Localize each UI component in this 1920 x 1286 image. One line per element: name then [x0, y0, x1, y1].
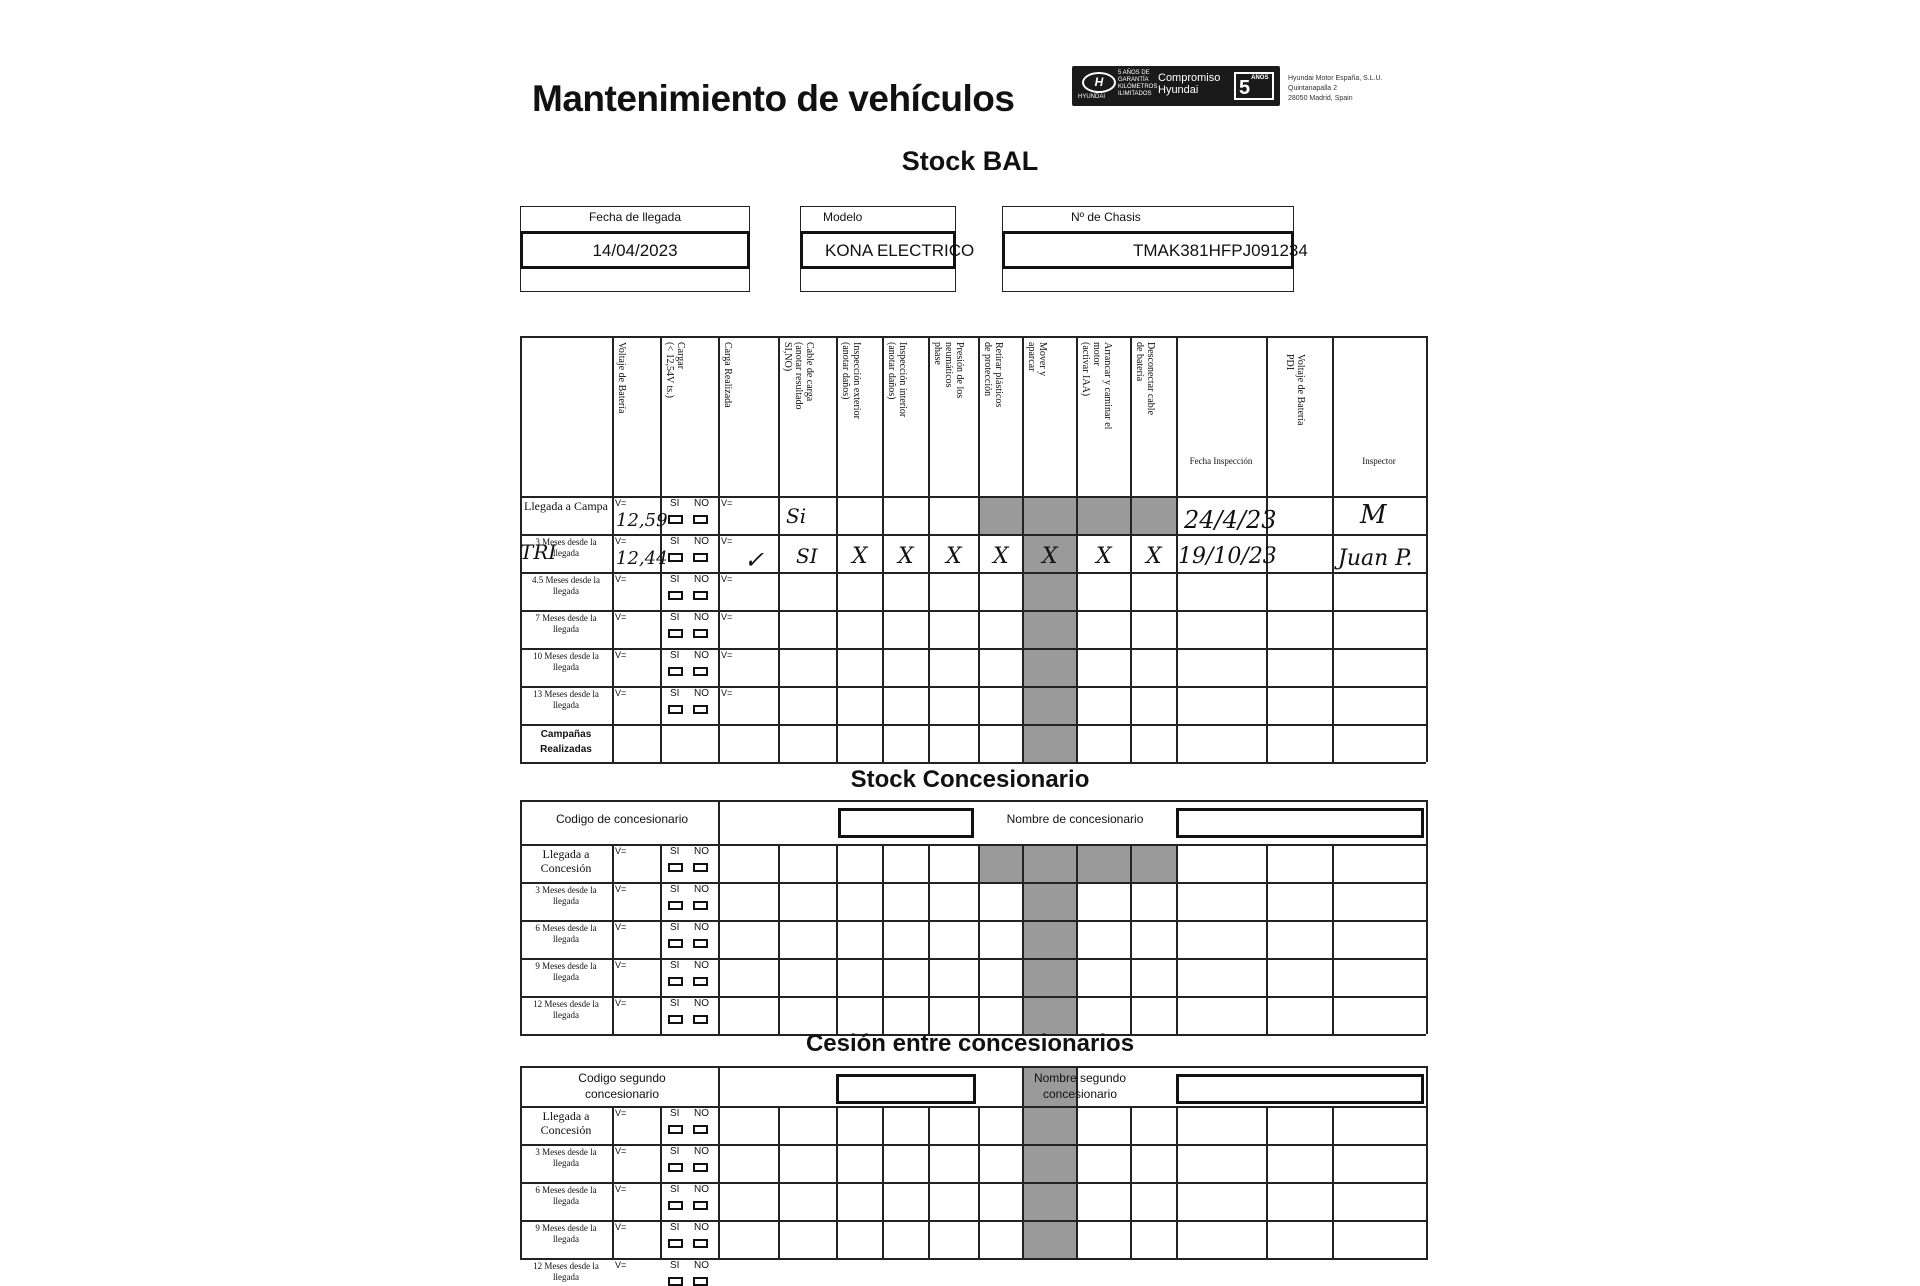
row-label: 12 Meses desde la llegada	[533, 999, 599, 1020]
grid-vline	[978, 844, 980, 1034]
grid-hline	[520, 686, 1426, 688]
si-label: SI	[670, 612, 680, 623]
address-line: 28050 Madrid, Spain	[1288, 95, 1353, 102]
si-checkbox[interactable]	[668, 591, 683, 600]
grid-hline	[520, 1144, 1426, 1146]
si-label: SI	[670, 998, 680, 1009]
no-label: NO	[694, 536, 709, 547]
second-dealer-code-input[interactable]	[836, 1074, 976, 1104]
no-label: NO	[694, 846, 709, 857]
chassis-field	[1002, 206, 1308, 292]
grid-vline	[778, 844, 780, 1034]
no-label: NO	[694, 884, 709, 895]
voltage-tag: V=	[615, 884, 627, 894]
grid-vline	[1332, 844, 1334, 1034]
shaded-cell	[978, 496, 1022, 534]
no-label: NO	[694, 688, 709, 699]
hw-row2-mark: X	[1146, 544, 1162, 569]
document-title: Mantenimiento de vehículos	[532, 78, 1015, 119]
grid-hline	[520, 496, 1426, 498]
grid-hline	[520, 996, 1426, 998]
hw-row2-cable: SI	[796, 544, 818, 568]
grid-vline	[836, 336, 838, 762]
voltage-tag: V=	[615, 536, 627, 546]
no-checkbox[interactable]	[693, 591, 708, 600]
grid-vline	[882, 336, 884, 762]
row-label: Llegada a Campa	[524, 499, 608, 513]
no-label: NO	[694, 998, 709, 1009]
si-checkbox[interactable]	[668, 939, 683, 948]
grid-hline	[520, 800, 1426, 802]
si-checkbox[interactable]	[668, 629, 683, 638]
dealer-name-label: Nombre de concesionario	[1006, 812, 1144, 826]
si-label: SI	[670, 688, 680, 699]
logo-commitment-line1: Compromiso	[1158, 72, 1221, 84]
no-label: NO	[694, 1184, 709, 1195]
grid-hline	[520, 1106, 1426, 1108]
grid-hline	[520, 572, 1426, 574]
hw-row2-mark: X	[852, 544, 868, 569]
si-checkbox[interactable]	[668, 1239, 683, 1248]
grid-hline	[520, 534, 1426, 536]
voltage-tag: V=	[615, 1222, 627, 1232]
no-checkbox[interactable]	[693, 629, 708, 638]
stock-concesionario-title: Stock Concesionario	[850, 766, 1090, 793]
hw-row2-carga: ✓	[744, 546, 765, 574]
hw-row1-inspector: M	[1360, 500, 1387, 530]
chassis-value[interactable]: TMAK381HFPJ091234	[1002, 231, 1294, 269]
voltage-tag: V=	[615, 1108, 627, 1118]
arrival-date-field	[520, 206, 750, 292]
si-checkbox[interactable]	[668, 1277, 683, 1286]
column-header: Cargar (< 12,54V ts.)	[664, 342, 686, 399]
hw-row1-cable: Si	[786, 504, 807, 528]
grid-vline	[1022, 844, 1024, 1034]
no-label: NO	[694, 612, 709, 623]
grid-vline	[1130, 336, 1132, 762]
si-label: SI	[670, 536, 680, 547]
si-checkbox[interactable]	[668, 1125, 683, 1134]
hw-row2-mark: X	[946, 544, 962, 569]
carga-tag: V=	[721, 650, 733, 660]
si-label: SI	[670, 846, 680, 857]
si-checkbox[interactable]	[668, 553, 683, 562]
grid-hline	[520, 336, 1426, 338]
grid-hline	[520, 1220, 1426, 1222]
no-label: NO	[694, 498, 709, 509]
shaded-cell	[1076, 844, 1176, 882]
si-label: SI	[670, 884, 680, 895]
five-years-badge: 5AÑOS	[1234, 72, 1274, 100]
si-checkbox[interactable]	[668, 901, 683, 910]
row-label: 10 Meses desde la llegada	[533, 651, 599, 672]
voltage-tag: V=	[615, 998, 627, 1008]
no-checkbox[interactable]	[693, 515, 708, 524]
row-label: 6 Meses desde la llegada	[535, 923, 597, 944]
row-label: 13 Meses desde la llegada	[533, 689, 599, 710]
shaded-cell	[1022, 844, 1076, 1034]
no-checkbox[interactable]	[693, 1277, 708, 1286]
grid-vline	[718, 336, 720, 762]
grid-vline	[612, 844, 614, 1034]
grid-hline	[520, 762, 1426, 764]
no-label: NO	[694, 1260, 709, 1271]
voltage-tag: V=	[615, 688, 627, 698]
voltage-tag: V=	[615, 574, 627, 584]
hw-row2-voltage: 12,44	[616, 548, 668, 569]
cesion-title: Cesión entre concesionarios	[805, 1030, 1135, 1057]
carga-tag: V=	[721, 536, 733, 546]
voltage-tag: V=	[615, 1184, 627, 1194]
column-header: Mover y aparcar	[1026, 342, 1048, 377]
no-checkbox[interactable]	[693, 1125, 708, 1134]
si-label: SI	[670, 1146, 680, 1157]
grid-vline	[718, 1066, 720, 1260]
si-checkbox[interactable]	[668, 1163, 683, 1172]
stock-bal-title: Stock BAL	[901, 146, 1039, 176]
row-label: Llegada a Concesión	[540, 847, 592, 875]
model-field	[800, 206, 975, 292]
grid-hline	[520, 882, 1426, 884]
model-value[interactable]: KONA ELECTRICO	[800, 231, 956, 269]
grid-vline	[836, 844, 838, 1034]
grid-hline	[520, 1258, 1426, 1260]
carga-tag: V=	[721, 498, 733, 508]
no-checkbox[interactable]	[693, 977, 708, 986]
row-label: 12 Meses desde la llegada	[533, 1261, 599, 1282]
no-checkbox[interactable]	[693, 1239, 708, 1248]
model-label: Modelo	[823, 210, 863, 224]
si-label: SI	[670, 498, 680, 509]
column-header: Presión de los neumáticos phase	[932, 342, 965, 399]
grid-vline	[1176, 844, 1178, 1034]
no-label: NO	[694, 1108, 709, 1119]
voltage-tag: V=	[615, 612, 627, 622]
grid-hline	[520, 724, 1426, 726]
column-header: Voltaje de Batería PDI	[1284, 354, 1306, 426]
no-label: NO	[694, 960, 709, 971]
hyundai-emblem-icon: H	[1082, 72, 1116, 93]
carga-tag: V=	[721, 574, 733, 584]
voltage-tag: V=	[615, 498, 627, 508]
si-label: SI	[670, 922, 680, 933]
si-checkbox[interactable]	[668, 1015, 683, 1024]
grid-hline	[520, 920, 1426, 922]
no-checkbox[interactable]	[693, 1201, 708, 1210]
column-header: Retirar plásticos de protección	[982, 342, 1004, 408]
column-header: Voltaje de Batería	[616, 342, 627, 414]
no-checkbox[interactable]	[693, 1015, 708, 1024]
column-header: Cable de carga (anotar resultado SI,NO)	[782, 342, 815, 410]
row-label: 6 Meses desde la llegada	[535, 1185, 597, 1206]
no-checkbox[interactable]	[693, 1163, 708, 1172]
hw-row2-date: 19/10/23	[1178, 544, 1277, 569]
dealer-code-label: Codigo de concesionario	[555, 812, 689, 826]
column-header: Carga Realizada	[722, 342, 733, 408]
grid-hline	[520, 1066, 1426, 1068]
address-line: Quintanapalla 2	[1288, 85, 1338, 92]
grid-vline	[1426, 336, 1428, 762]
grid-vline	[1266, 844, 1268, 1034]
row-label: 3 Meses desde la llegada	[535, 537, 597, 558]
si-label: SI	[670, 1184, 680, 1195]
row-label: 3 Meses desde la llegada	[535, 1147, 597, 1168]
voltage-tag: V=	[615, 1146, 627, 1156]
grid-vline	[978, 336, 980, 762]
no-checkbox[interactable]	[693, 901, 708, 910]
si-label: SI	[670, 1222, 680, 1233]
arrival-date-value[interactable]: 14/04/2023	[520, 231, 750, 269]
si-checkbox[interactable]	[668, 977, 683, 986]
hw-row1-voltage: 12,59	[616, 510, 668, 531]
shaded-cell	[978, 844, 1022, 882]
si-label: SI	[670, 650, 680, 661]
voltage-tag: V=	[615, 846, 627, 856]
hw-row2-mark: X	[898, 544, 914, 569]
si-checkbox[interactable]	[668, 515, 683, 524]
si-label: SI	[670, 1108, 680, 1119]
grid-vline	[882, 844, 884, 1034]
no-label: NO	[694, 1222, 709, 1233]
no-label: NO	[694, 1146, 709, 1157]
si-label: SI	[670, 574, 680, 585]
grid-vline	[660, 844, 662, 1034]
column-header: Inspección exterior (anotar daños)	[840, 342, 862, 419]
column-header: Desconectar cable de batería	[1134, 342, 1156, 416]
grid-vline	[1332, 336, 1334, 762]
hw-row2-mark: X	[1042, 544, 1058, 569]
no-label: NO	[694, 922, 709, 933]
column-header: Fecha Inspección	[1189, 456, 1253, 466]
grid-vline	[1426, 1066, 1428, 1260]
grid-hline	[520, 610, 1426, 612]
address-line: Hyundai Motor España, S.L.U.	[1288, 75, 1383, 82]
column-header: Inspección interior (anotar daños)	[886, 342, 908, 418]
campanas-label: Campañas Realizadas	[540, 729, 592, 755]
shaded-cell	[1076, 496, 1130, 534]
si-checkbox[interactable]	[668, 863, 683, 872]
second-dealer-code-label: Codigo segundo concesionario	[578, 1071, 666, 1101]
carga-tag: V=	[721, 688, 733, 698]
grid-vline	[928, 336, 930, 762]
grid-vline	[1130, 844, 1132, 1034]
si-label: SI	[670, 1260, 680, 1271]
hw-row2-mark: X	[1096, 544, 1112, 569]
grid-hline	[520, 958, 1426, 960]
grid-vline	[1076, 336, 1078, 762]
logo-commitment	[1158, 72, 1220, 96]
grid-vline	[1426, 800, 1428, 1034]
grid-vline	[612, 336, 614, 762]
no-checkbox[interactable]	[693, 667, 708, 676]
row-label: 9 Meses desde la llegada	[535, 1223, 597, 1244]
hw-row2-inspector: Juan P.	[1338, 546, 1413, 571]
dealer-name-input[interactable]	[1176, 808, 1424, 838]
grid-hline	[520, 1182, 1426, 1184]
grid-vline	[1076, 844, 1078, 1034]
carga-tag: V=	[721, 612, 733, 622]
logo-tagline: 5 AÑOS DE GARANTÍA KILÓMETROS ILIMITADOS	[1118, 70, 1158, 97]
dealer-code-input[interactable]	[838, 808, 974, 838]
logo-commitment-line2: Hyundai	[1158, 84, 1199, 96]
grid-vline	[1022, 336, 1024, 762]
shaded-cell	[1130, 496, 1176, 534]
logo-brand-text: HYUNDAI	[1078, 94, 1106, 100]
voltage-tag: V=	[615, 650, 627, 660]
no-checkbox[interactable]	[693, 705, 708, 714]
column-header: Arrancar y caminar el motor (activar IAA)	[1080, 342, 1113, 430]
no-label: NO	[694, 574, 709, 585]
row-label: Llegada a Concesión	[540, 1109, 592, 1137]
grid-hline	[520, 648, 1426, 650]
row-label: 3 Meses desde la llegada	[535, 885, 597, 906]
voltage-tag: V=	[615, 960, 627, 970]
grid-vline	[778, 336, 780, 762]
company-address	[1288, 74, 1383, 104]
si-label: SI	[670, 960, 680, 971]
no-label: NO	[694, 650, 709, 661]
hw-row2-prefix: TRI	[520, 540, 557, 564]
si-checkbox[interactable]	[668, 667, 683, 676]
no-checkbox[interactable]	[693, 939, 708, 948]
hw-row2-mark: X	[993, 544, 1009, 569]
hw-row1-date: 24/4/23	[1184, 506, 1277, 534]
si-checkbox[interactable]	[668, 1201, 683, 1210]
voltage-tag: V=	[615, 922, 627, 932]
second-dealer-name-input[interactable]	[1176, 1074, 1424, 1104]
grid-vline	[928, 844, 930, 1034]
row-label: 4.5 Meses desde la llegada	[532, 575, 600, 596]
si-checkbox[interactable]	[668, 705, 683, 714]
column-header: Inspector	[1362, 456, 1396, 466]
arrival-date-label: Fecha de llegada	[588, 210, 682, 224]
chassis-label: Nº de Chasis	[1071, 210, 1141, 224]
grid-vline	[718, 800, 720, 1034]
second-dealer-name-label: Nombre segundo concesionario	[1033, 1071, 1127, 1101]
no-checkbox[interactable]	[693, 863, 708, 872]
row-label: 7 Meses desde la llegada	[535, 613, 597, 634]
row-label: 9 Meses desde la llegada	[535, 961, 597, 982]
no-checkbox[interactable]	[693, 553, 708, 562]
voltage-tag: V=	[615, 1260, 627, 1270]
grid-hline	[520, 844, 1426, 846]
